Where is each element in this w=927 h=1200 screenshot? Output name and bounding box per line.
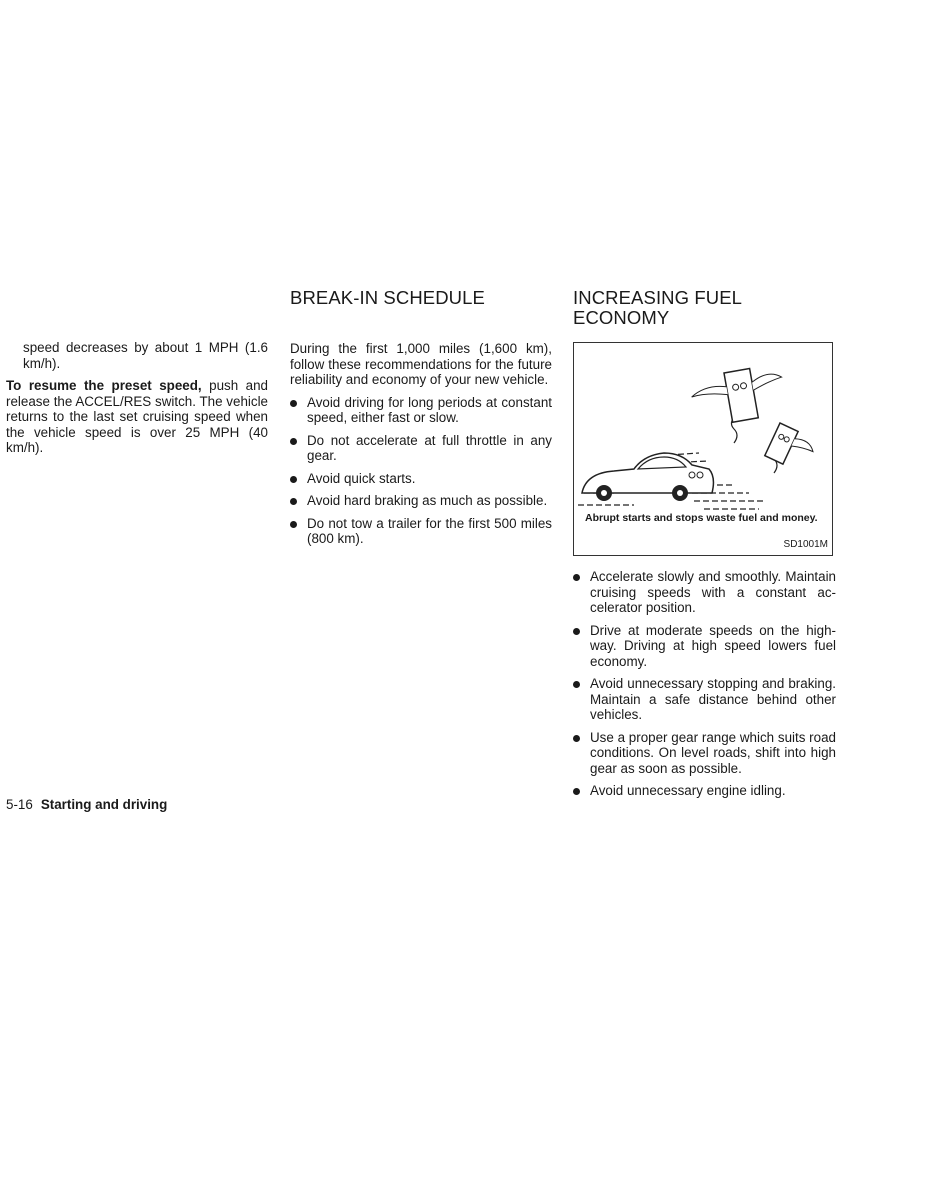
fuel-illustration [573,342,833,556]
breakin-heading: BREAK-IN SCHEDULE [290,287,485,308]
list-item: Avoid unnecessary stopping and braking. Maintain a safe distance behind other vehicles. [573,676,836,723]
bullet-icon [573,681,580,688]
bullet-icon [290,400,297,407]
section-title: Starting and driving [40,797,168,812]
bullet-icon [290,498,297,505]
continuation-text: speed decreases by about 1 MPH (1.6 km/h). [23,340,268,371]
list-item: Avoid hard braking as much as possible. [290,493,552,509]
breakin-intro: During the first 1,000 miles (1,600 km), follow these recommendations for the future reliability and economy of your new vehicle. [290,341,552,387]
figure-code: SD1001M [783,538,828,550]
page-footer [6,797,167,812]
right-column [573,288,836,806]
resume-bold-label: To resume the preset speed, [6,378,202,393]
page-number: 5-16 [6,797,33,812]
list-item: Avoid quick starts. [290,471,552,487]
bullet-icon [573,628,580,635]
list-item: Do not accelerate at full throttle in any gear. [290,433,552,464]
left-column [6,340,268,463]
bullet-icon [290,438,297,445]
bullet-icon [573,574,580,581]
list-item: Do not tow a trailer for the first 500 miles (800 km). [290,516,552,547]
bullet-icon [573,735,580,742]
fuel-list [573,569,836,799]
breakin-list [290,395,552,547]
list-item: Accelerate slowly and smoothly. Maintain cruising speeds with a constant accelerator position. [573,569,836,616]
bullet-icon [290,521,297,528]
bullet-icon [573,788,580,795]
resume-text: push and release the ACCEL/RES switch. The vehicle returns to the last set cruising speed when the vehicle speed is over 25 MPH (40 km/h). [6,378,268,455]
middle-column [290,288,552,554]
list-item: Drive at moderate speeds on the highway. Driving at high speed lowers fuel economy. [573,623,836,670]
list-item: Avoid driving for long periods at constant speed, either fast or slow. [290,395,552,426]
bullet-icon [290,476,297,483]
fuel-heading: INCREASING FUEL ECONOMY [573,287,743,328]
list-item: Use a proper gear range which suits road conditions. On level roads, shift into high gear as soon as possible. [573,730,836,777]
list-item: Avoid unnecessary engine idling. [573,783,836,799]
resume-paragraph [6,378,268,456]
figure-caption: Abrupt starts and stops waste fuel and money. [585,512,818,524]
